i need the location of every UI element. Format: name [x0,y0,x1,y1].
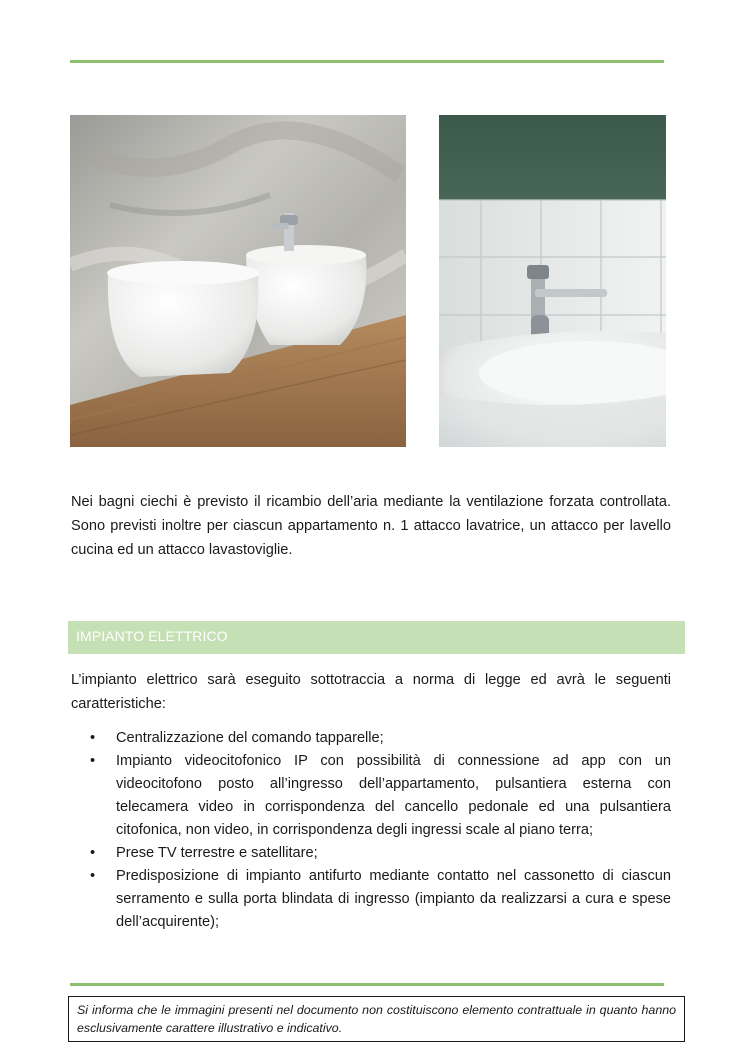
list-item [90,750,671,842]
list-item [90,727,671,750]
bullet-icon: • [90,753,96,769]
list-item-text: Prese TV terrestre e satellitare; [116,845,318,861]
electrical-features-list [90,727,671,934]
list-item-text: Centralizzazione del comando tapparelle; [116,730,384,746]
bathroom-fixtures-photo [70,115,406,447]
disclaimer-box [68,996,685,1042]
section-title: IMPIANTO ELETTRICO [76,628,228,644]
section-header [68,621,685,654]
disclaimer-text: Si informa che le immagini presenti nel documento non costituiscono elemento contrattuale in quanto hanno esclusivamente carattere illustrativo e indicativo. [77,1003,676,1035]
ventilation-paragraph: Nei bagni ciechi è previsto il ricambio dell’aria mediante la ventilazione forzata controllata. Sono previsti inoltre per ciascun appartamento n. 1 attacco lavatrice, un attacco per lavello cucina ed un attacco lavastoviglie. [71,494,671,558]
header-rule [70,60,664,63]
footer-rule [70,983,664,986]
list-item [90,865,671,934]
list-item-text: Impianto videocitofonico IP con possibilità di connessione ad app con un videocitofono posto all’ingresso dell’appartamento, pulsantiera esterna con telecamera video in corrispondenza del cancello pedonale ed una pulsantiera citofonica, non video, in corrispondenza degli ingressi scale al piano terra; [116,753,671,838]
electrical-intro-paragraph: L’impianto elettrico sarà eseguito sottotraccia a norma di legge ed avrà le seguenti caratteristiche: [71,672,671,712]
bullet-icon: • [90,868,96,884]
bullet-icon: • [90,845,96,861]
bullet-icon: • [90,730,96,746]
list-item [90,842,671,865]
washbasin-faucet-photo [439,115,666,447]
list-item-text: Predisposizione di impianto antifurto mediante contatto nel cassonetto di ciascun serramento e sulla porta blindata di ingresso (impianto da realizzarsi a cura e spese dell’acquirente); [116,868,671,930]
